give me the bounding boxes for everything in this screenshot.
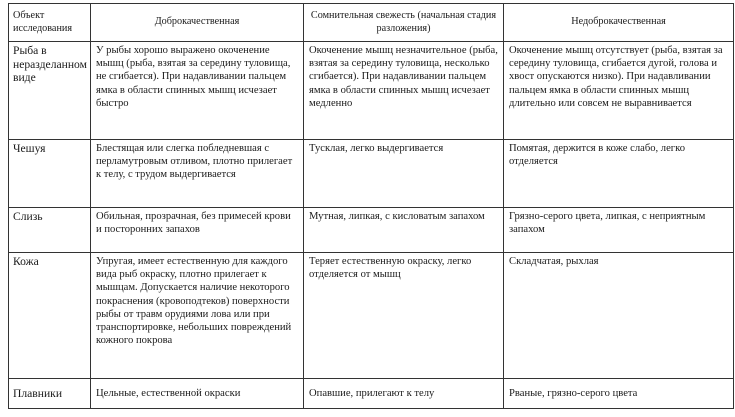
bad-cell: Складчатая, рыхлая xyxy=(504,253,734,379)
bad-cell: Рваные, грязно-серого цвета xyxy=(504,379,734,409)
table-row xyxy=(9,379,734,409)
doubtful-cell: Теряет естественную окраску, легко отделяется от мышц xyxy=(304,253,504,379)
doubtful-cell: Окоченение мышц незначительное (рыба, взятая за середину туловища, несколько сгибается). При надавливании пальцем ямка в области спинных мышц исчезает медленно xyxy=(304,42,504,140)
row-object-cell: Слизь xyxy=(9,208,91,253)
header-doubtful: Сомнительная свежесть (начальная стадия разложения) xyxy=(304,4,504,42)
header-good: Доброкачественная xyxy=(91,4,304,42)
good-cell: Блестящая или слегка побледневшая с перламутровым отливом, плотно прилегает к телу, с трудом выдергивается xyxy=(91,140,304,208)
row-object-cell: Плавники xyxy=(9,379,91,409)
doubtful-cell: Мутная, липкая, с кисловатым запахом xyxy=(304,208,504,253)
table-row xyxy=(9,208,734,253)
doubtful-cell: Опавшие, прилегают к телу xyxy=(304,379,504,409)
bad-cell: Окоченение мышц отсутствует (рыба, взятая за середину туловища, сгибается дугой, голова и хвост опускаются низко). При надавливании пальцем ямка в области спинных мышц длительно или совсем не выравнивается xyxy=(504,42,734,140)
good-cell: У рыбы хорошо выражено окоченение мышц (рыба, взятая за середину туловища, не сгибается). При надавливании пальцем ямка в области спинных мышц исчезает быстро xyxy=(91,42,304,140)
doubtful-cell: Тусклая, легко выдергивается xyxy=(304,140,504,208)
row-object-cell: Чешуя xyxy=(9,140,91,208)
good-cell: Цельные, естественной окраски xyxy=(91,379,304,409)
good-cell: Обильная, прозрачная, без примесей крови и посторонних запахов xyxy=(91,208,304,253)
header-bad: Недоброкачественная xyxy=(504,4,734,42)
good-cell: Упругая, имеет естественную для каждого вида рыб окраску, плотно прилегает к мышцам. Допускается наличие некоторого покраснения (кровоподтеков) поверхности рыбы от травм орудиями лова или при транспортировке, небольших повреждений кожного покрова xyxy=(91,253,304,379)
table-row xyxy=(9,140,734,208)
row-object-cell: Рыба в неразделанном виде xyxy=(9,42,91,140)
header-row xyxy=(9,4,734,42)
table-row xyxy=(9,42,734,140)
header-object: Объект исследования xyxy=(9,4,91,42)
freshness-table xyxy=(8,3,734,409)
table-row xyxy=(9,253,734,379)
row-object-cell: Кожа xyxy=(9,253,91,379)
bad-cell: Грязно-серого цвета, липкая, с неприятным запахом xyxy=(504,208,734,253)
bad-cell: Помятая, держится в коже слабо, легко отделяется xyxy=(504,140,734,208)
